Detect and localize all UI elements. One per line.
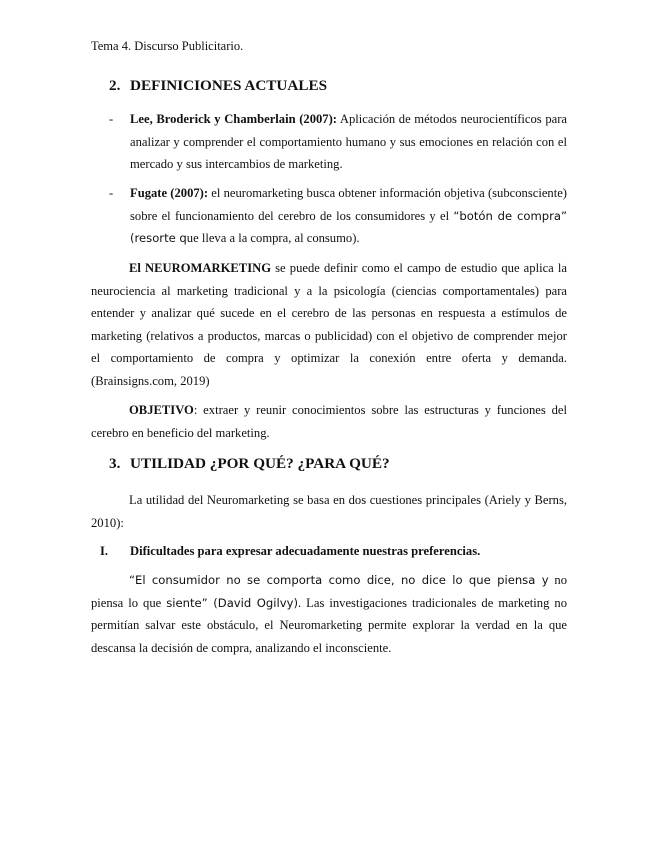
page-header: Tema 4. Discurso Publicitario. [91, 39, 244, 53]
quote-paragraph [91, 569, 567, 659]
section-3-title: UTILIDAD ¿POR QUÉ? ¿PARA QUÉ? [130, 455, 390, 472]
item-I-numeral: I. [100, 544, 109, 558]
neuromarketing-definition: se puede definir como el campo de estudio que aplica la neurociencia al marketing tradicional y a la psicología (ciencias comportamentales) para entender y analizar qué sucede en el cerebro de las personas en respuesta a estímulos de marketing (relativos a productos, marcas o publicidad) con el objetivo de comprender mejor el comportamiento de compra y optimizar la conexión entre oferta y demanda. (Brainsigns.com, 2019) [91, 261, 567, 388]
bullet-definition: Aplicación de métodos neurocientíficos para analizar y comprender el comportamiento humano y sus emociones en relación con el mercado y sus intercambios de marketing. [130, 112, 567, 171]
bullet-definition: el neuromarketing busca obtener información objetiva (subconsciente) sobre el funcionamiento del cerebro de los consumidores y el [130, 186, 567, 223]
section-2-title: DEFINICIONES ACTUALES [130, 77, 328, 94]
ogilvy-quote: “El consumidor no se comporta como dice, no dice lo que piensa y [129, 573, 549, 587]
section-3-number: 3. [109, 455, 121, 472]
neuromarketing-term: El NEUROMARKETING [129, 261, 271, 275]
bullet-text [130, 182, 567, 250]
item-I-text: Dificultades para expresar adecuadamente nuestras preferencias. [130, 544, 481, 558]
bullet-quote: “botón de compra” (resorte q [130, 208, 568, 245]
bullet-author: Fugate (2007): [130, 186, 209, 200]
ogilvy-attribution: siente” (David Ogilvy) [166, 595, 298, 610]
bullet-dash: - [109, 186, 114, 200]
objetivo-paragraph [91, 399, 567, 444]
bullet-text [130, 108, 567, 176]
quote-explanation: . Las investigaciones tradicionales de marketing no permitían salvar este obstáculo, el Neuromarketing permite explorar la verdad en la que descansa la decisión de compra, analizando el inconsciente. [91, 595, 568, 655]
section-2-number: 2. [109, 77, 121, 94]
objetivo-term: OBJETIVO [129, 403, 194, 417]
section-2-heading [109, 76, 327, 96]
objetivo-definition: : extraer y reunir conocimientos sobre las estructuras y funciones del cerebro en beneficio del marketing. [91, 403, 567, 440]
neuromarketing-paragraph [91, 257, 567, 393]
bullet-tail: ue lleva a la compra, al consumo). [186, 231, 360, 245]
section-3-heading [109, 454, 390, 474]
item-I-heading [100, 541, 567, 561]
bullet-dash: - [109, 112, 114, 126]
utilidad-paragraph: La utilidad del Neuromarketing se basa en dos cuestiones principales (Ariely y Berns, 2010): [91, 493, 567, 530]
ogilvy-quote-mid: no piensa lo que [91, 573, 567, 610]
bullet-author: Lee, Broderick y Chamberlain (2007): [130, 112, 337, 126]
